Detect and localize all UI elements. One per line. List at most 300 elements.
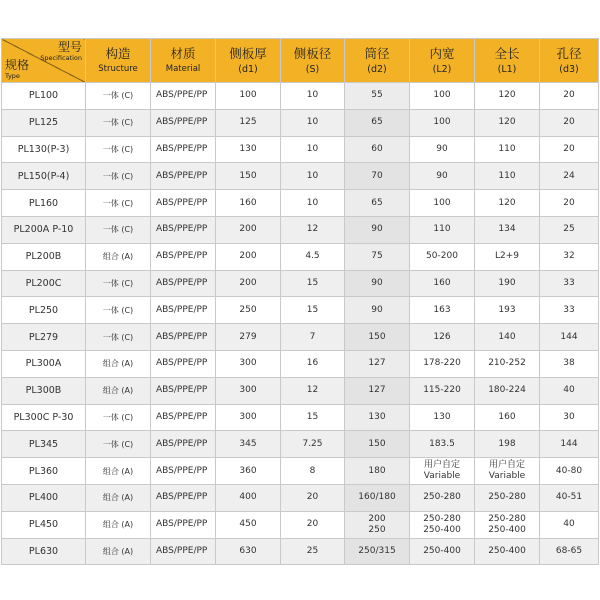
cell-type-text: PL200B	[25, 251, 62, 263]
cell-l1	[475, 216, 540, 243]
cell-d1	[216, 83, 281, 110]
cell-d1-text: 100	[239, 90, 257, 101]
table-row	[2, 458, 599, 485]
cell-d1	[216, 538, 281, 565]
cell-structure-text: 一体 (C)	[102, 412, 134, 422]
cell-l2	[410, 109, 475, 136]
cell-structure-text: 一体 (C)	[102, 225, 134, 235]
cell-s	[281, 109, 345, 136]
cell-type-text: PL450	[28, 519, 59, 531]
cell-material-text: ABS/PPE/PP	[156, 438, 208, 449]
cell-d2	[345, 83, 410, 110]
cell-d2	[345, 190, 410, 217]
cell-l1-text: 250-280 250-400	[488, 513, 526, 535]
cell-structure-text: 一体 (C)	[102, 278, 134, 288]
cell-d3	[540, 83, 599, 110]
header-model-label: 型号	[57, 40, 82, 54]
header-structure-zh: 构造	[105, 46, 131, 61]
cell-d2	[345, 404, 410, 431]
cell-s	[281, 163, 345, 190]
cell-l1	[475, 243, 540, 270]
cell-structure-text: 一体 (C)	[102, 332, 134, 342]
cell-s	[281, 270, 345, 297]
cell-material-text: ABS/PPE/PP	[156, 331, 208, 342]
cell-material-text: ABS/PPE/PP	[156, 304, 208, 315]
cell-type	[2, 83, 86, 110]
cell-l1-text: 110	[498, 143, 516, 154]
cell-l2	[410, 538, 475, 565]
cell-s-text: 16	[306, 358, 319, 369]
cell-d3-text: 40	[563, 385, 575, 396]
cell-l1-text: 190	[498, 277, 516, 288]
cell-d3-text: 24	[563, 170, 575, 181]
cell-structure-text: 组合 (A)	[102, 520, 134, 530]
cell-s-text: 12	[306, 224, 319, 235]
cell-structure	[86, 109, 151, 136]
cell-d2-text: 65	[371, 197, 383, 208]
cell-d3	[540, 484, 599, 511]
cell-d3-text: 32	[563, 251, 575, 262]
cell-material-text: ABS/PPE/PP	[156, 197, 208, 208]
header-material-zh: 材质	[170, 46, 196, 61]
cell-d1-text: 300	[239, 411, 257, 422]
table-row	[2, 511, 599, 538]
cell-structure	[86, 484, 151, 511]
cell-material	[151, 458, 216, 485]
cell-structure	[86, 458, 151, 485]
cell-d2	[345, 484, 410, 511]
cell-l2-text: 90	[436, 170, 448, 181]
header-structure-en: Structure	[98, 64, 138, 74]
cell-l2-text: 90	[436, 143, 448, 154]
cell-d2	[345, 350, 410, 377]
cell-l1	[475, 190, 540, 217]
cell-d1-text: 279	[239, 331, 257, 342]
cell-d2	[345, 324, 410, 351]
cell-type-text: PL630	[28, 545, 59, 557]
cell-s-text: 20	[306, 492, 319, 503]
cell-type	[2, 538, 86, 565]
cell-l2-text: 115-220	[423, 385, 461, 396]
header-d2-zh: 筒径	[364, 45, 390, 61]
cell-d3-text: 20	[563, 117, 575, 128]
cell-structure-text: 组合 (A)	[102, 466, 134, 476]
header-d1	[216, 39, 281, 83]
table-row	[2, 163, 599, 190]
cell-l1	[475, 136, 540, 163]
cell-type	[2, 216, 86, 243]
cell-d1	[216, 431, 281, 458]
cell-d2-text: 60	[371, 143, 383, 154]
header-l1	[475, 39, 540, 83]
cell-d3	[540, 243, 599, 270]
header-l2	[410, 39, 475, 83]
cell-l2	[410, 350, 475, 377]
cell-material	[151, 511, 216, 538]
header-d3	[540, 39, 599, 83]
cell-l2	[410, 270, 475, 297]
table-row	[2, 136, 599, 163]
header-l1-zh: 全长	[494, 45, 520, 61]
cell-type-text: PL400	[28, 492, 59, 504]
cell-d3-text: 20	[563, 197, 575, 208]
cell-structure-text: 一体 (C)	[102, 171, 134, 181]
header-material	[151, 39, 216, 83]
cell-structure-text: 一体 (C)	[102, 305, 134, 315]
cell-d1	[216, 243, 281, 270]
cell-material	[151, 136, 216, 163]
table-row	[2, 404, 599, 431]
cell-d1	[216, 216, 281, 243]
cell-d2-text: 55	[371, 90, 383, 101]
cell-d3	[540, 190, 599, 217]
cell-type-text: PL100	[28, 90, 59, 102]
cell-s-text: 15	[306, 411, 319, 422]
cell-l2	[410, 431, 475, 458]
cell-l2	[410, 216, 475, 243]
cell-d3-text: 25	[563, 224, 575, 235]
cell-material	[151, 350, 216, 377]
cell-structure-text: 一体 (C)	[102, 91, 134, 101]
cell-structure	[86, 190, 151, 217]
cell-l1-text: 134	[498, 224, 516, 235]
cell-material-text: ABS/PPE/PP	[156, 143, 208, 154]
cell-l2-text: 183.5	[429, 438, 455, 449]
cell-type-text: PL300A	[25, 358, 62, 370]
cell-material-text: ABS/PPE/PP	[156, 117, 208, 128]
cell-structure-text: 组合 (A)	[102, 359, 134, 369]
cell-l1-text: L2+9	[494, 251, 519, 262]
cell-d2	[345, 431, 410, 458]
cell-d1	[216, 511, 281, 538]
cell-d2-text: 127	[368, 385, 386, 396]
cell-d1-text: 630	[239, 545, 257, 556]
cell-d3-text: 38	[563, 358, 575, 369]
cell-d2-text: 90	[371, 304, 383, 315]
cell-d2	[345, 243, 410, 270]
cell-type	[2, 297, 86, 324]
cell-l2	[410, 324, 475, 351]
table-row	[2, 216, 599, 243]
cell-l1-text: 193	[498, 304, 516, 315]
cell-l2-text: 250-280 250-400	[423, 513, 461, 535]
cell-material-text: ABS/PPE/PP	[156, 411, 208, 422]
cell-s	[281, 404, 345, 431]
cell-type-text: PL200A P-10	[13, 224, 74, 236]
cell-s	[281, 216, 345, 243]
cell-l2	[410, 484, 475, 511]
cell-type-text: PL160	[28, 197, 59, 209]
header-s	[281, 39, 345, 83]
cell-d2-text: 75	[371, 251, 383, 262]
cell-l1	[475, 538, 540, 565]
cell-l2	[410, 136, 475, 163]
header-corner-cell	[2, 39, 86, 83]
cell-s-text: 7.25	[302, 438, 323, 449]
cell-material-text: ABS/PPE/PP	[156, 170, 208, 181]
header-row	[2, 39, 599, 83]
cell-structure-text: 组合 (A)	[102, 252, 134, 262]
cell-d2	[345, 297, 410, 324]
cell-d1-text: 250	[239, 304, 257, 315]
cell-structure-text: 组合 (A)	[102, 546, 134, 556]
cell-s	[281, 377, 345, 404]
cell-l1-text: 120	[498, 90, 516, 101]
cell-d3	[540, 324, 599, 351]
cell-material-text: ABS/PPE/PP	[156, 519, 208, 530]
cell-material	[151, 270, 216, 297]
cell-d2-text: 65	[371, 117, 383, 128]
cell-l2-text: 50-200	[426, 251, 458, 262]
cell-material-text: ABS/PPE/PP	[156, 385, 208, 396]
cell-l2	[410, 243, 475, 270]
cell-structure	[86, 243, 151, 270]
cell-s-text: 12	[306, 385, 319, 396]
cell-l2	[410, 83, 475, 110]
cell-d1	[216, 324, 281, 351]
cell-d3-text: 30	[563, 411, 575, 422]
cell-d1-text: 200	[239, 251, 257, 262]
cell-l1	[475, 458, 540, 485]
cell-d3-text: 144	[560, 438, 578, 449]
cell-l1-text: 180-224	[488, 385, 526, 396]
cell-d1	[216, 136, 281, 163]
cell-l2	[410, 297, 475, 324]
cell-material	[151, 404, 216, 431]
cell-l1-text: 250-280	[488, 492, 526, 503]
table-row	[2, 377, 599, 404]
cell-d1	[216, 270, 281, 297]
cell-material	[151, 297, 216, 324]
cell-structure	[86, 511, 151, 538]
cell-type-text: PL200C	[25, 277, 62, 289]
cell-l2	[410, 190, 475, 217]
cell-d1	[216, 458, 281, 485]
cell-d1-text: 400	[239, 492, 257, 503]
cell-d2-text: 130	[368, 411, 386, 422]
cell-d2	[345, 163, 410, 190]
cell-s	[281, 458, 345, 485]
cell-structure-text: 一体 (C)	[102, 144, 134, 154]
cell-s	[281, 83, 345, 110]
cell-type-text: PL125	[28, 117, 59, 129]
cell-d1-text: 160	[239, 197, 257, 208]
cell-l2	[410, 163, 475, 190]
cell-l2	[410, 377, 475, 404]
cell-material-text: ABS/PPE/PP	[156, 545, 208, 556]
cell-type-text: PL250	[28, 304, 59, 316]
cell-type-text: PL279	[28, 331, 59, 343]
cell-d2-text: 160/180	[358, 492, 396, 503]
cell-type	[2, 324, 86, 351]
cell-d1-text: 345	[239, 438, 257, 449]
cell-s	[281, 538, 345, 565]
cell-d2-text: 127	[368, 358, 386, 369]
cell-d2-text: 70	[371, 170, 383, 181]
cell-d2	[345, 538, 410, 565]
table-row	[2, 270, 599, 297]
cell-structure-text: 一体 (C)	[102, 198, 134, 208]
spec-table-wrapper	[1, 38, 598, 565]
cell-s	[281, 324, 345, 351]
cell-d2-text: 200 250	[368, 513, 386, 535]
cell-d2-text: 250/315	[358, 545, 396, 556]
table-row	[2, 243, 599, 270]
cell-l2	[410, 511, 475, 538]
cell-s-text: 10	[306, 170, 319, 181]
cell-s-text: 4.5	[305, 251, 320, 262]
cell-d2	[345, 270, 410, 297]
header-material-en: Material	[165, 64, 201, 74]
cell-d2-text: 90	[371, 277, 383, 288]
cell-structure-text: 一体 (C)	[102, 118, 134, 128]
cell-l1	[475, 297, 540, 324]
cell-l2-text: 130	[433, 411, 451, 422]
cell-material	[151, 190, 216, 217]
cell-material-text: ABS/PPE/PP	[156, 90, 208, 101]
cell-d2-text: 150	[368, 331, 386, 342]
cell-material-text: ABS/PPE/PP	[156, 251, 208, 262]
header-l2-zh: 内宽	[429, 45, 455, 61]
cell-material	[151, 83, 216, 110]
cell-type	[2, 404, 86, 431]
header-spec-label: 规格	[5, 58, 30, 72]
cell-type	[2, 377, 86, 404]
cell-d2	[345, 136, 410, 163]
cell-material-text: ABS/PPE/PP	[156, 224, 208, 235]
cell-s-text: 15	[306, 277, 319, 288]
cell-material	[151, 538, 216, 565]
cell-structure	[86, 83, 151, 110]
cell-type	[2, 350, 86, 377]
cell-s-text: 7	[309, 331, 316, 342]
cell-structure	[86, 270, 151, 297]
cell-d1	[216, 190, 281, 217]
cell-d1	[216, 297, 281, 324]
cell-l2-text: 126	[433, 331, 451, 342]
table-row	[2, 190, 599, 217]
cell-l2-text: 100	[433, 117, 451, 128]
cell-l1	[475, 270, 540, 297]
cell-d1-text: 125	[239, 117, 257, 128]
cell-l1-text: 140	[498, 331, 516, 342]
cell-structure	[86, 216, 151, 243]
cell-l1	[475, 404, 540, 431]
cell-d1-text: 150	[239, 170, 257, 181]
cell-l1-text: 160	[498, 411, 516, 422]
cell-s	[281, 190, 345, 217]
header-d3-symbol: (d3)	[559, 63, 579, 75]
cell-d2	[345, 109, 410, 136]
cell-type	[2, 243, 86, 270]
cell-structure-text: 一体 (C)	[102, 439, 134, 449]
cell-d1	[216, 163, 281, 190]
cell-type-text: PL345	[28, 438, 59, 450]
cell-d1-text: 360	[239, 465, 257, 476]
table-row	[2, 83, 599, 110]
cell-s	[281, 243, 345, 270]
spec-table	[1, 38, 599, 565]
header-corner-top	[40, 41, 82, 62]
cell-s-text: 10	[306, 197, 319, 208]
cell-material	[151, 431, 216, 458]
cell-d3	[540, 404, 599, 431]
cell-material-text: ABS/PPE/PP	[156, 492, 208, 503]
cell-structure	[86, 297, 151, 324]
cell-d1	[216, 350, 281, 377]
cell-d2-text: 180	[368, 465, 386, 476]
cell-d1-text: 200	[239, 277, 257, 288]
cell-d2-text: 90	[371, 224, 383, 235]
cell-s	[281, 350, 345, 377]
cell-l1	[475, 431, 540, 458]
cell-d3-text: 33	[563, 304, 575, 315]
cell-d3	[540, 297, 599, 324]
cell-d3	[540, 216, 599, 243]
cell-material	[151, 163, 216, 190]
cell-l1-text: 用户自定 Variable	[488, 460, 526, 482]
cell-d1-text: 300	[239, 385, 257, 396]
table-row	[2, 431, 599, 458]
cell-l1	[475, 109, 540, 136]
cell-l2	[410, 404, 475, 431]
cell-d1-text: 130	[239, 143, 257, 154]
cell-material-text: ABS/PPE/PP	[156, 358, 208, 369]
header-type-label: Type	[5, 72, 20, 80]
cell-type-text: PL300C P-30	[13, 411, 74, 423]
header-d3-zh: 孔径	[556, 45, 582, 61]
cell-d2	[345, 458, 410, 485]
cell-d1-text: 200	[239, 224, 257, 235]
header-d1-zh: 侧板厚	[229, 45, 267, 61]
cell-d3	[540, 163, 599, 190]
cell-structure	[86, 404, 151, 431]
cell-l1	[475, 83, 540, 110]
cell-type	[2, 109, 86, 136]
table-row	[2, 297, 599, 324]
cell-s-text: 20	[306, 519, 319, 530]
cell-material	[151, 109, 216, 136]
cell-l1	[475, 163, 540, 190]
cell-d3	[540, 431, 599, 458]
cell-material	[151, 243, 216, 270]
cell-s	[281, 511, 345, 538]
cell-l2-text: 用户自定 Variable	[423, 460, 461, 482]
cell-d2-text: 150	[368, 438, 386, 449]
cell-l2-text: 160	[433, 277, 451, 288]
cell-type-text: PL150(P-4)	[17, 170, 70, 182]
cell-l1	[475, 511, 540, 538]
cell-l1	[475, 377, 540, 404]
cell-d1	[216, 404, 281, 431]
cell-d2	[345, 511, 410, 538]
cell-type-text: PL300B	[25, 385, 62, 397]
cell-l2-text: 100	[433, 197, 451, 208]
cell-structure	[86, 136, 151, 163]
cell-material	[151, 216, 216, 243]
cell-d3	[540, 136, 599, 163]
table-row	[2, 484, 599, 511]
cell-l2-text: 110	[433, 224, 451, 235]
header-s-zh: 侧板径	[293, 45, 332, 61]
header-d1-symbol: (d1)	[238, 63, 258, 75]
cell-d3-text: 144	[560, 331, 578, 342]
header-l2-symbol: (L2)	[432, 63, 452, 75]
cell-d1	[216, 109, 281, 136]
cell-structure-text: 组合 (A)	[102, 493, 134, 503]
cell-d1	[216, 377, 281, 404]
cell-s	[281, 297, 345, 324]
